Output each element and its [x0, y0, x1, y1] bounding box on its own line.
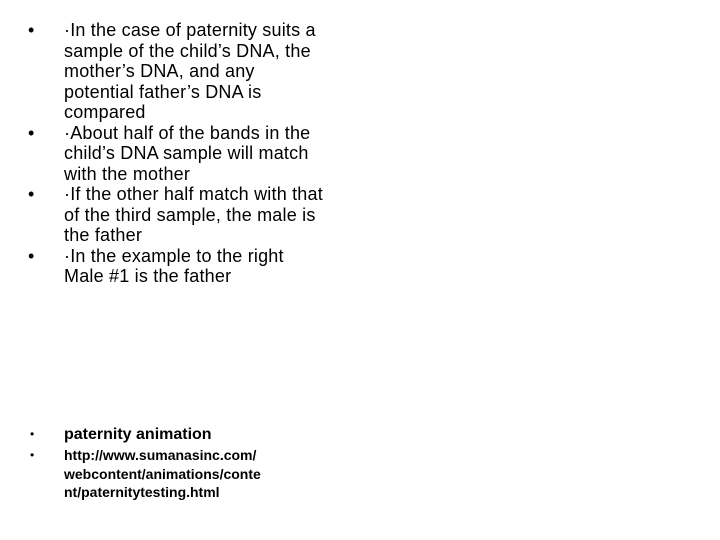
bullet-item	[28, 184, 328, 246]
link-url[interactable]	[64, 446, 304, 502]
bullet-text: ·In the example to the right Male #1 is the father	[64, 245, 284, 286]
link-title-item	[28, 425, 328, 444]
link-url-line[interactable]: http://www.sumanasinc.com/	[64, 447, 257, 463]
link-url-item[interactable]	[28, 446, 328, 502]
bullet-item	[28, 123, 328, 185]
link-url-line[interactable]: webcontent/animations/conte	[64, 465, 261, 482]
link-url-line[interactable]: nt/paternitytesting.html	[64, 484, 220, 500]
bullet-item	[28, 246, 328, 287]
bullet-item	[28, 20, 328, 123]
bullet-dot-icon: •	[30, 448, 35, 462]
bullet-dot-icon: •	[28, 122, 35, 143]
bullet-dot-icon: •	[28, 245, 35, 266]
link-title: paternity animation	[64, 426, 212, 443]
bullet-dot-icon: •	[30, 427, 35, 441]
link-list	[28, 425, 328, 502]
bullet-dot-icon: •	[28, 20, 35, 40]
bullet-dot-icon: •	[28, 184, 35, 204]
bullet-text: ·About half of the bands in the child’s DNA sample will match with the mother	[64, 122, 311, 184]
main-bullet-list	[28, 20, 328, 287]
bullet-text: ·In the case of paternity suits a sample of the child’s DNA, the mother’s DNA, and any potential father’s DNA is compared	[64, 20, 316, 122]
bullet-text: ·If the other half match with that of the third sample, the male is the father	[64, 184, 323, 245]
